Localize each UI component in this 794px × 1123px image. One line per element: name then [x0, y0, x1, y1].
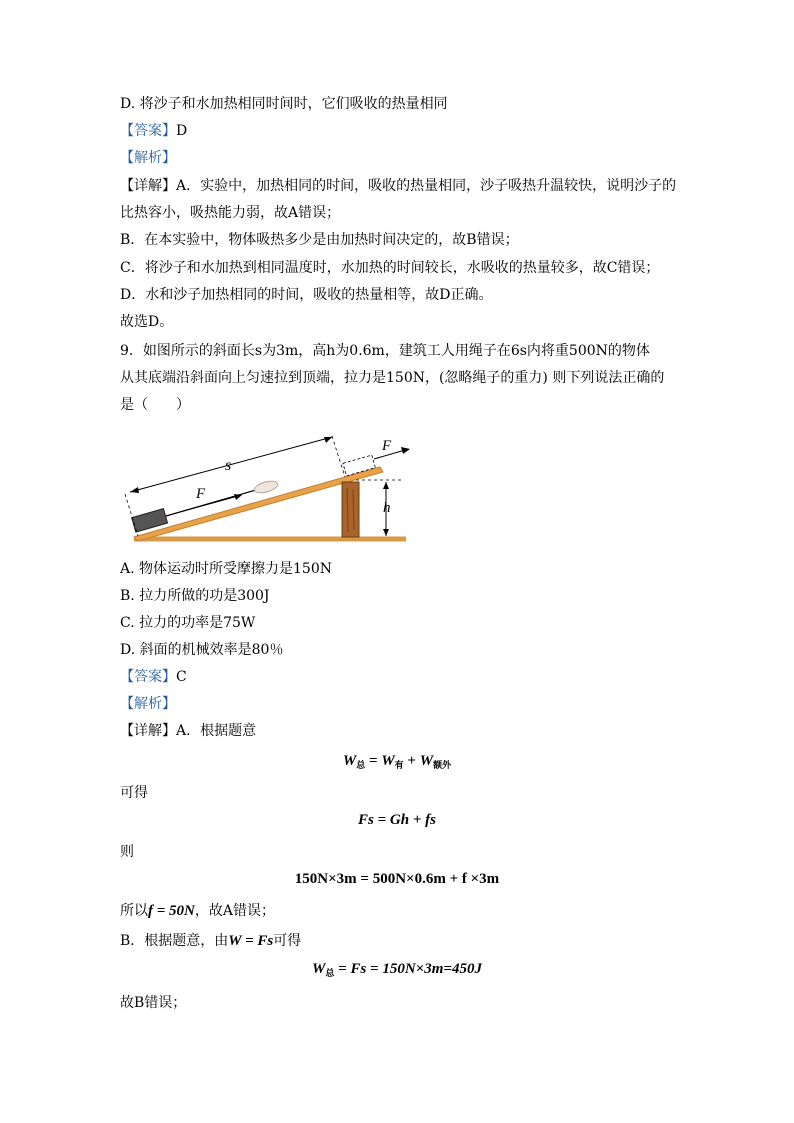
incline-figure [118, 432, 418, 550]
s-arrow-head-left [130, 487, 139, 493]
q9-option-a: A. 物体运动时所受摩擦力是150N [120, 561, 332, 577]
q9-detail-a [120, 721, 256, 741]
q9-b-conclusion: 故B错误； [120, 995, 187, 1011]
text-kede: 可得 [120, 785, 148, 801]
q9-option-b: B. 拉力所做的功是300J [120, 588, 270, 604]
q8-conclusion: 故选D。 [120, 314, 174, 330]
s-arrow-head-right [324, 437, 332, 443]
q9-option-c: C. 拉力的功率是75W [120, 615, 256, 631]
wood-support [342, 482, 359, 537]
q9-analysis-tag: 【解析】 [120, 696, 176, 712]
q9-detail-b: B．根据题意，由W = Fs可得 [120, 933, 302, 949]
q8-option-d: D. 将沙子和水加热相同时间时，它们吸收的热量相同 [120, 96, 448, 112]
inline-formula-f: f = 50N [148, 903, 195, 919]
answer-value: D [176, 123, 188, 139]
q8-detail-c: C．将沙子和水加热到相同温度时，水加热的时间较长，水吸收的热量较多，故C错误； [120, 260, 660, 276]
inline-formula-w: W = Fs [228, 933, 274, 949]
q9-answer [120, 667, 187, 687]
equation-numeric: 150N×3m = 500N×0.6m + f ×3m [294, 871, 500, 887]
height-arrow-head-down [383, 529, 389, 536]
label-s: s [225, 457, 232, 474]
force-arrow-mid-head [234, 494, 242, 500]
q9-stem-line2: 从其底端沿斜面向上匀速拉到顶端，拉力是150N，(忽略绳子的重力) 则下列说法正确的 [120, 370, 665, 386]
equation-fs: Fs = Gh + fs [358, 812, 436, 828]
q9-stem-line1: 9．如图所示的斜面长s为3m，高h为0.6m，建筑工人用绳子在6s内将重500N的物体 [120, 343, 650, 359]
q8-detail-d: D．水和沙子加热相同的时间，吸收的热量相等，故D正确。 [120, 287, 493, 303]
q9-suoyi: 所以f = 50N，故A错误； [120, 903, 275, 919]
answer-tag: 【答案】 [120, 123, 176, 139]
detail-tag: 【详解】 [120, 723, 176, 739]
answer-value: C [176, 669, 187, 685]
height-arrow-head-up [383, 482, 389, 489]
q8-detail-b: B．在本实验中，物体吸热多少是由加热时间决定的，故B错误； [120, 232, 519, 248]
q8-analysis-tag: 【解析】 [120, 150, 176, 166]
label-h: h [383, 500, 391, 516]
s-left-guide [125, 494, 138, 536]
equation-work-result: $W_总 = Fs = 150N\times 3m=450J$ [312, 961, 482, 978]
detail-text: A．根据题意 [176, 723, 257, 739]
q8-detail-line1 [120, 176, 676, 196]
equation-work-total: $W_总 = W_有 + W_{额外}$ [342, 753, 452, 770]
label-f-top: F [382, 438, 392, 454]
q8-answer [120, 121, 187, 141]
hand-icon [253, 479, 279, 495]
detail-text: A．实验中，加热相同的时间，吸收的热量相同，沙子吸热升温较快，说明沙子的 [176, 178, 677, 194]
label-f-mid: F [196, 486, 206, 502]
s-right-guide [332, 436, 345, 477]
force-arrow-top-head [401, 447, 410, 454]
q9-option-d: D. 斜面的机械效率是80％ [120, 642, 284, 658]
q8-detail-line2: 比热容小，吸热能力弱，故A错误； [120, 205, 341, 221]
detail-tag: 【详解】 [120, 178, 176, 194]
answer-tag: 【答案】 [120, 669, 176, 685]
text-ze: 则 [120, 844, 134, 860]
q9-stem-line3: 是（ ） [120, 397, 190, 413]
